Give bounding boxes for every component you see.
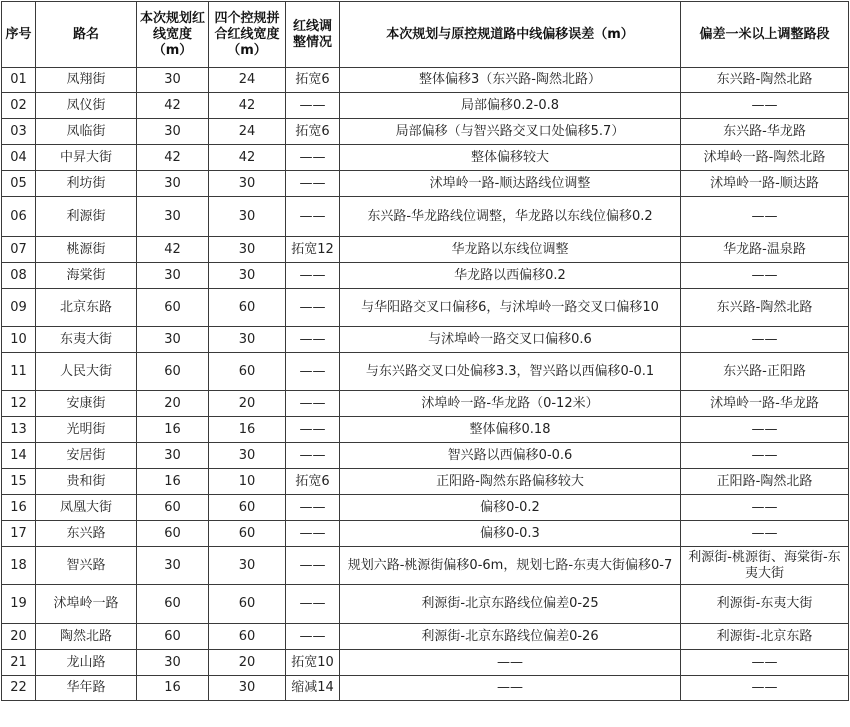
cell-seq: 22 (2, 676, 36, 701)
cell-width-merge: 30 (209, 263, 286, 289)
cell-adjust: —— (286, 585, 340, 624)
cell-width-merge: 30 (209, 676, 286, 701)
cell-name: 凤仪街 (36, 93, 137, 119)
cell-width-merge: 60 (209, 289, 286, 327)
cell-name: 东夷大街 (36, 327, 137, 353)
cell-name: 凤翔街 (36, 68, 137, 93)
cell-section: 东兴路-正阳路 (681, 353, 849, 391)
cell-adjust: —— (286, 171, 340, 197)
cell-width-plan: 16 (137, 469, 209, 495)
cell-offset: 整体偏移较大 (340, 145, 681, 171)
cell-seq: 16 (2, 495, 36, 521)
cell-adjust: —— (286, 93, 340, 119)
cell-name: 光明街 (36, 417, 137, 443)
cell-width-plan: 60 (137, 495, 209, 521)
cell-width-merge: 24 (209, 68, 286, 93)
cell-width-plan: 30 (137, 327, 209, 353)
cell-adjust: 缩减14 (286, 676, 340, 701)
cell-name: 安居街 (36, 443, 137, 469)
cell-name: 华年路 (36, 676, 137, 701)
table-row (2, 650, 849, 676)
cell-section: —— (681, 197, 849, 237)
cell-section: 利源街-北京东路 (681, 624, 849, 650)
road-width-table (1, 1, 849, 701)
cell-name: 凤临街 (36, 119, 137, 145)
table-row (2, 417, 849, 443)
table-row (2, 676, 849, 701)
cell-width-plan: 30 (137, 197, 209, 237)
cell-adjust: —— (286, 263, 340, 289)
cell-adjust: —— (286, 547, 340, 585)
cell-offset: 与沭埠岭一路交叉口偏移0.6 (340, 327, 681, 353)
cell-offset: 利源街-北京东路线位偏差0-25 (340, 585, 681, 624)
cell-name: 陶然北路 (36, 624, 137, 650)
cell-name: 沭埠岭一路 (36, 585, 137, 624)
cell-seq: 02 (2, 93, 36, 119)
cell-width-merge: 30 (209, 327, 286, 353)
cell-offset: 智兴路以西偏移0-0.6 (340, 443, 681, 469)
cell-section: —— (681, 521, 849, 547)
cell-width-plan: 42 (137, 145, 209, 171)
cell-width-plan: 60 (137, 289, 209, 327)
cell-seq: 06 (2, 197, 36, 237)
header-seq: 序号 (2, 2, 36, 68)
cell-offset: 局部偏移0.2-0.8 (340, 93, 681, 119)
cell-section: 利源街-桃源街、海棠街-东夷大街 (681, 547, 849, 585)
cell-width-plan: 30 (137, 443, 209, 469)
cell-width-merge: 20 (209, 650, 286, 676)
cell-width-merge: 42 (209, 93, 286, 119)
cell-seq: 09 (2, 289, 36, 327)
cell-name: 北京东路 (36, 289, 137, 327)
table-row (2, 495, 849, 521)
cell-adjust: —— (286, 624, 340, 650)
cell-section: —— (681, 417, 849, 443)
cell-offset: 局部偏移（与智兴路交叉口处偏移5.7） (340, 119, 681, 145)
table-row (2, 171, 849, 197)
cell-width-merge: 30 (209, 547, 286, 585)
cell-name: 智兴路 (36, 547, 137, 585)
table-row (2, 93, 849, 119)
cell-adjust: —— (286, 327, 340, 353)
table-body (2, 68, 849, 701)
cell-section: —— (681, 263, 849, 289)
table-row (2, 197, 849, 237)
cell-adjust: —— (286, 495, 340, 521)
cell-section: 沭埠岭一路-陶然北路 (681, 145, 849, 171)
cell-adjust: 拓宽12 (286, 237, 340, 263)
table-row (2, 119, 849, 145)
cell-seq: 11 (2, 353, 36, 391)
cell-name: 凤凰大街 (36, 495, 137, 521)
cell-name: 利源街 (36, 197, 137, 237)
cell-seq: 14 (2, 443, 36, 469)
cell-section: 沭埠岭一路-顺达路 (681, 171, 849, 197)
cell-section: —— (681, 495, 849, 521)
cell-offset: 利源街-北京东路线位偏差0-26 (340, 624, 681, 650)
cell-name: 中昇大街 (36, 145, 137, 171)
cell-seq: 05 (2, 171, 36, 197)
table-row (2, 443, 849, 469)
cell-width-merge: 60 (209, 521, 286, 547)
cell-seq: 17 (2, 521, 36, 547)
cell-name: 桃源街 (36, 237, 137, 263)
cell-section: 东兴路-陶然北路 (681, 68, 849, 93)
header-width-merge: 四个控规拼合红线宽度（m） (209, 2, 286, 68)
cell-offset: 正阳路-陶然东路偏移较大 (340, 469, 681, 495)
cell-seq: 19 (2, 585, 36, 624)
cell-adjust: —— (286, 353, 340, 391)
cell-adjust: —— (286, 443, 340, 469)
cell-offset: 华龙路以西偏移0.2 (340, 263, 681, 289)
header-section: 偏差一米以上调整路段 (681, 2, 849, 68)
cell-section: —— (681, 443, 849, 469)
cell-width-plan: 42 (137, 237, 209, 263)
cell-name: 贵和街 (36, 469, 137, 495)
cell-width-plan: 16 (137, 676, 209, 701)
cell-width-plan: 60 (137, 521, 209, 547)
cell-width-plan: 60 (137, 353, 209, 391)
cell-section: 东兴路-陶然北路 (681, 289, 849, 327)
cell-adjust: —— (286, 521, 340, 547)
cell-seq: 15 (2, 469, 36, 495)
cell-name: 东兴路 (36, 521, 137, 547)
table-row (2, 263, 849, 289)
cell-adjust: —— (286, 145, 340, 171)
cell-width-plan: 30 (137, 263, 209, 289)
table-row (2, 585, 849, 624)
table-row (2, 68, 849, 93)
cell-offset: 华龙路以东线位调整 (340, 237, 681, 263)
cell-width-merge: 30 (209, 237, 286, 263)
cell-width-plan: 16 (137, 417, 209, 443)
cell-section: 华龙路-温泉路 (681, 237, 849, 263)
cell-seq: 13 (2, 417, 36, 443)
cell-seq: 03 (2, 119, 36, 145)
cell-section: —— (681, 327, 849, 353)
cell-seq: 07 (2, 237, 36, 263)
cell-section: —— (681, 676, 849, 701)
cell-width-plan: 30 (137, 68, 209, 93)
cell-width-plan: 60 (137, 585, 209, 624)
cell-offset: 偏移0-0.2 (340, 495, 681, 521)
cell-width-plan: 60 (137, 624, 209, 650)
cell-width-merge: 30 (209, 171, 286, 197)
cell-adjust: 拓宽10 (286, 650, 340, 676)
cell-offset: 整体偏移3（东兴路-陶然北路） (340, 68, 681, 93)
header-name: 路名 (36, 2, 137, 68)
table-row (2, 547, 849, 585)
cell-offset: 与东兴路交叉口处偏移3.3，智兴路以西偏移0-0.1 (340, 353, 681, 391)
cell-section: 东兴路-华龙路 (681, 119, 849, 145)
cell-width-merge: 16 (209, 417, 286, 443)
cell-width-merge: 60 (209, 585, 286, 624)
cell-seq: 12 (2, 391, 36, 417)
cell-width-plan: 20 (137, 391, 209, 417)
header-width-plan: 本次规划红线宽度（m） (137, 2, 209, 68)
cell-width-merge: 30 (209, 443, 286, 469)
cell-seq: 18 (2, 547, 36, 585)
table-row (2, 237, 849, 263)
cell-name: 利坊街 (36, 171, 137, 197)
cell-adjust: —— (286, 391, 340, 417)
cell-section: 正阳路-陶然北路 (681, 469, 849, 495)
cell-offset: 偏移0-0.3 (340, 521, 681, 547)
cell-offset: 沭埠岭一路-顺达路线位调整 (340, 171, 681, 197)
cell-name: 安康街 (36, 391, 137, 417)
table-row (2, 327, 849, 353)
cell-width-merge: 10 (209, 469, 286, 495)
cell-name: 海棠街 (36, 263, 137, 289)
cell-seq: 01 (2, 68, 36, 93)
cell-width-merge: 30 (209, 197, 286, 237)
cell-seq: 20 (2, 624, 36, 650)
cell-width-plan: 30 (137, 171, 209, 197)
cell-name: 龙山路 (36, 650, 137, 676)
cell-section: 利源街-东夷大街 (681, 585, 849, 624)
cell-section: —— (681, 93, 849, 119)
table-row (2, 353, 849, 391)
cell-seq: 08 (2, 263, 36, 289)
cell-width-merge: 60 (209, 353, 286, 391)
cell-seq: 04 (2, 145, 36, 171)
header-offset: 本次规划与原控规道路中线偏移误差（m） (340, 2, 681, 68)
table-row (2, 391, 849, 417)
cell-section: —— (681, 650, 849, 676)
cell-offset: 与华阳路交叉口偏移6，与沭埠岭一路交叉口偏移10 (340, 289, 681, 327)
table-row (2, 145, 849, 171)
cell-offset: 整体偏移0.18 (340, 417, 681, 443)
cell-adjust: 拓宽6 (286, 119, 340, 145)
cell-width-merge: 60 (209, 624, 286, 650)
cell-name: 人民大街 (36, 353, 137, 391)
cell-offset: —— (340, 650, 681, 676)
cell-width-merge: 60 (209, 495, 286, 521)
cell-offset: 沭埠岭一路-华龙路（0-12米） (340, 391, 681, 417)
table-row (2, 624, 849, 650)
cell-width-merge: 42 (209, 145, 286, 171)
cell-adjust: —— (286, 417, 340, 443)
table-row (2, 289, 849, 327)
cell-adjust: 拓宽6 (286, 68, 340, 93)
cell-width-plan: 30 (137, 650, 209, 676)
cell-width-plan: 42 (137, 93, 209, 119)
cell-offset: 东兴路-华龙路线位调整，华龙路以东线位偏移0.2 (340, 197, 681, 237)
cell-offset: 规划六路-桃源街偏移0-6m，规划七路-东夷大街偏移0-7 (340, 547, 681, 585)
table-row (2, 521, 849, 547)
header-row (2, 2, 849, 68)
cell-adjust: —— (286, 289, 340, 327)
cell-adjust: —— (286, 197, 340, 237)
cell-section: 沭埠岭一路-华龙路 (681, 391, 849, 417)
cell-offset: —— (340, 676, 681, 701)
cell-width-plan: 30 (137, 547, 209, 585)
cell-width-merge: 20 (209, 391, 286, 417)
cell-seq: 21 (2, 650, 36, 676)
cell-width-plan: 30 (137, 119, 209, 145)
header-adjust: 红线调整情况 (286, 2, 340, 68)
table-row (2, 469, 849, 495)
cell-adjust: 拓宽6 (286, 469, 340, 495)
cell-seq: 10 (2, 327, 36, 353)
cell-width-merge: 24 (209, 119, 286, 145)
